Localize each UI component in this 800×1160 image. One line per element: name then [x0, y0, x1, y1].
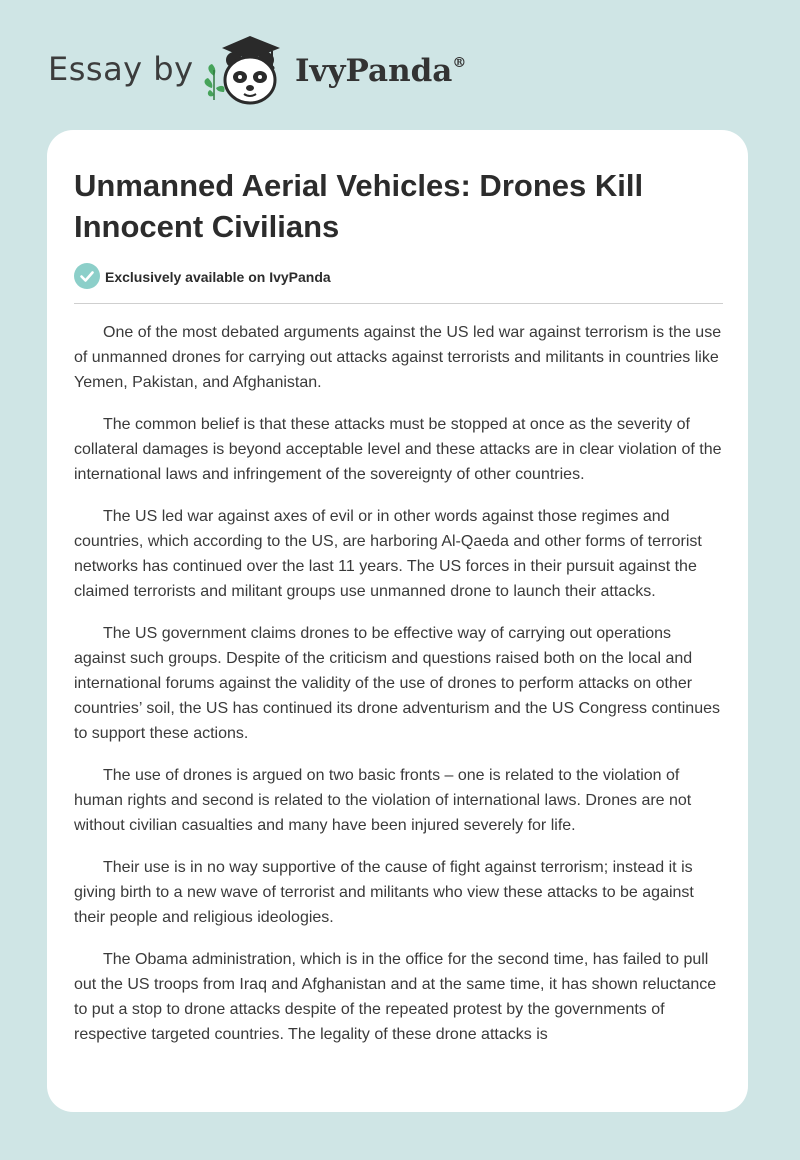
paragraph: The US government claims drones to be effective way of carrying out operations against such groups. Despite of the criticism and questions raised both on the local and international forums against the validity of the use of drones to perform attacks on other countries’ soil, the US has continued its drone adventurism and the US Congress continues to support these actions.	[74, 625, 720, 742]
brand-name[interactable]: IvyPanda®	[295, 53, 467, 89]
paragraph: The use of drones is argued on two basic fronts – one is related to the violation of human rights and second is related to the violation of international laws. Drones are not without civilian casualties and many have been injured severely for life.	[74, 767, 692, 834]
registered-mark: ®	[452, 55, 467, 71]
paragraph: Their use is in no way supportive of the cause of fight against terrorism; instead it is giving birth to a new wave of terrorist and militants who view these attacks to be against their people and religious ideologies.	[74, 859, 694, 926]
page-title: Unmanned Aerial Vehicles: Drones Kill Innocent Civilians	[74, 168, 644, 244]
essay-card	[47, 130, 748, 1112]
ivy-leaf-icon	[205, 64, 225, 100]
essay-body	[74, 320, 724, 1064]
site-header	[0, 0, 800, 130]
panda-graduate-icon[interactable]	[200, 30, 292, 110]
paragraph: The US led war against axes of evil or in other words against those regimes and countries, which according to the US, are harboring Al-Qaeda and other forms of terrorist networks has continued over the last 11 years. The US forces in their pursuit against the claimed terrorists and militant groups use unmanned drone to launch their attacks.	[74, 508, 702, 600]
divider	[74, 303, 723, 304]
exclusive-label: Exclusively available on IvyPanda	[105, 269, 331, 285]
paragraph: One of the most debated arguments against the US led war against terrorism is the use of unmanned drones for carrying out attacks against terrorists and militants in countries like Yemen, Pakistan, and Afghanistan.	[74, 324, 722, 391]
check-circle-icon	[74, 263, 100, 289]
paragraph: The common belief is that these attacks must be stopped at once as the severity of collateral damages is beyond acceptable level and these attacks are in clear violation of the international laws and infringement of the sovereignty of other countries.	[74, 416, 722, 483]
essay-by-label: Essay by	[48, 50, 194, 88]
paragraph: The Obama administration, which is in the office for the second time, has failed to pull out the US troops from Iraq and Afghanistan and at the same time, it has shown reluctance to put a stop to drone attacks despite of the repeated protest by the governments of respective targeted countries. The legality of these drone attacks is	[74, 951, 717, 1043]
